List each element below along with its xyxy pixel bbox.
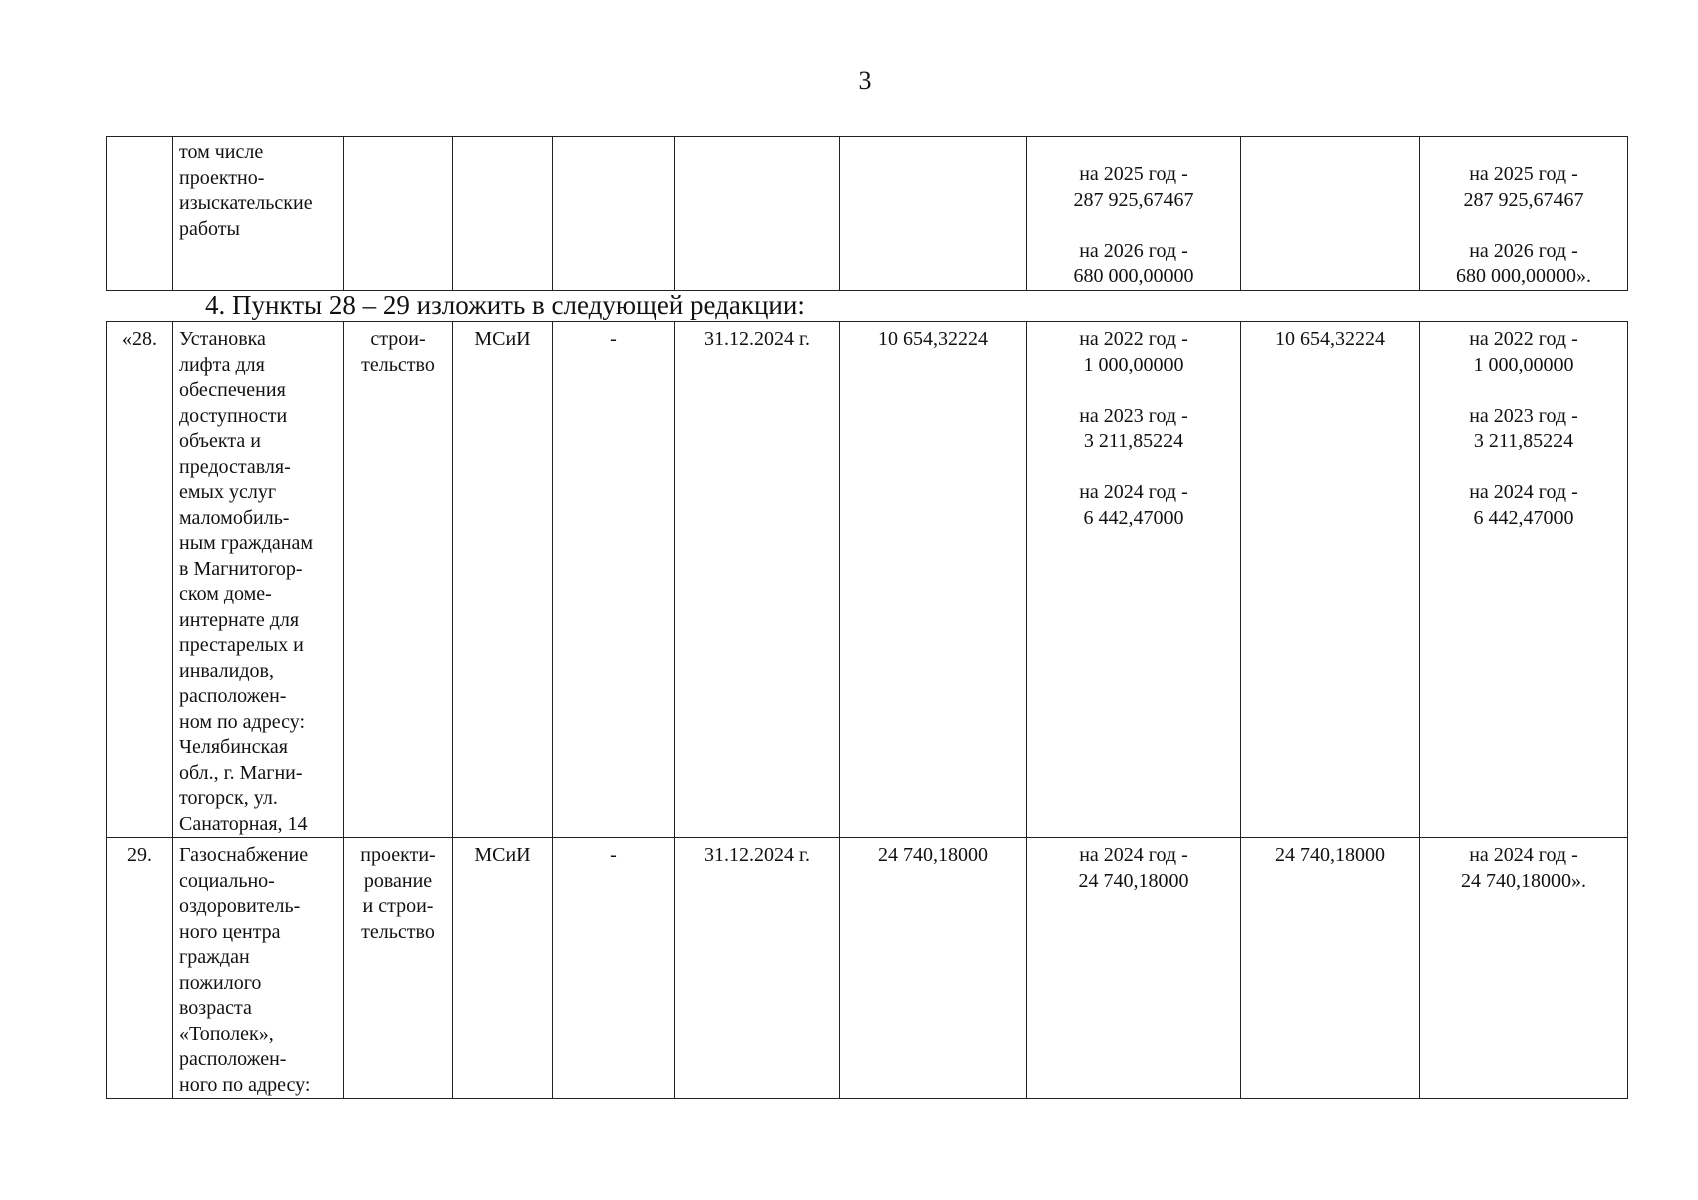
cell-col5: - bbox=[553, 322, 675, 838]
cell-num: «28. bbox=[107, 322, 173, 838]
table-row bbox=[107, 137, 1628, 291]
cell-funding-years-2: на 2025 год - 287 925,67467 на 2026 год - 680 000,00000». bbox=[1420, 137, 1628, 291]
cell-funding-years-2: на 2022 год - 1 000,00000 на 2023 год - 3 211,85224 на 2024 год - 6 442,47000 bbox=[1420, 322, 1628, 838]
cell-deadline bbox=[675, 137, 840, 291]
cell-customer: МСиИ bbox=[453, 322, 553, 838]
cell-work-type bbox=[344, 137, 453, 291]
cell-object-name: Установка лифта для обеспечения доступности объекта и предоставля- емых услуг маломобиль- ным гражданам в Магнитогор- ском доме- интернате для престарелых и инвалидов, расположен- ном по адресу: Челябинская обл., г. Магни- тогорск, ул. Санаторная, 14 bbox=[173, 322, 344, 838]
cell-funding-years: на 2022 год - 1 000,00000 на 2023 год - 3 211,85224 на 2024 год - 6 442,47000 bbox=[1027, 322, 1241, 838]
cell-funding-years-2: на 2024 год - 24 740,18000». bbox=[1420, 838, 1628, 1099]
objects-table bbox=[106, 321, 1628, 1099]
cell-col5 bbox=[553, 137, 675, 291]
cell-customer bbox=[453, 137, 553, 291]
cell-cost bbox=[840, 137, 1027, 291]
cell-work-type: строи- тельство bbox=[344, 322, 453, 838]
table-row bbox=[107, 838, 1628, 1099]
cell-total: 24 740,18000 bbox=[1241, 838, 1420, 1099]
table-row bbox=[107, 322, 1628, 838]
cell-funding-years: на 2024 год - 24 740,18000 bbox=[1027, 838, 1241, 1099]
section-heading: 4. Пункты 28 – 29 изложить в следующей редакции: bbox=[205, 290, 805, 320]
cell-deadline: 31.12.2024 г. bbox=[675, 838, 840, 1099]
page-number: 3 bbox=[858, 66, 872, 95]
cell-cost: 24 740,18000 bbox=[840, 838, 1027, 1099]
cell-total bbox=[1241, 137, 1420, 291]
cell-deadline: 31.12.2024 г. bbox=[675, 322, 840, 838]
cell-object-name: Газоснабжение социально- оздоровитель- ного центра граждан пожилого возраста «Тополек», расположен- ного по адресу: bbox=[173, 838, 344, 1099]
cell-funding-years: на 2025 год - 287 925,67467 на 2026 год - 680 000,00000 bbox=[1027, 137, 1241, 291]
cell-work-type: проекти- рование и строи- тельство bbox=[344, 838, 453, 1099]
continued-table bbox=[106, 136, 1628, 291]
cell-num bbox=[107, 137, 173, 291]
cell-customer: МСиИ bbox=[453, 838, 553, 1099]
cell-num: 29. bbox=[107, 838, 173, 1099]
cell-total: 10 654,32224 bbox=[1241, 322, 1420, 838]
cell-object-name: том числе проектно- изыскательские работы bbox=[173, 137, 344, 291]
cell-col5: - bbox=[553, 838, 675, 1099]
cell-cost: 10 654,32224 bbox=[840, 322, 1027, 838]
